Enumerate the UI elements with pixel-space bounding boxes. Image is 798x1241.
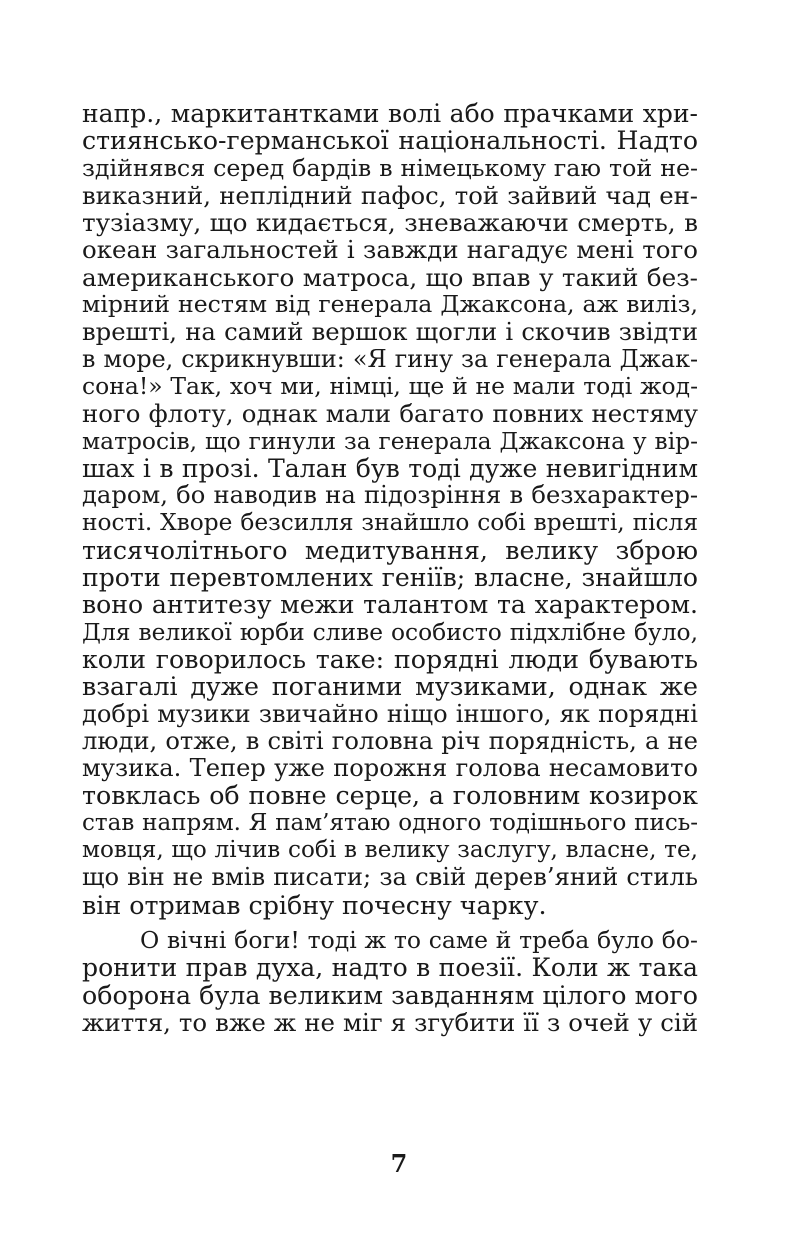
text-line: ного флоту, однак мали багато повних нестяму [82, 399, 698, 429]
text-line: взагалі дуже поганими музиками, однак же [82, 672, 698, 702]
text-line: стиянсько-германської національності. Надто [82, 126, 698, 156]
text-line: воно антитезу межи талантом та характером. [82, 590, 698, 620]
body-text [82, 100, 698, 1036]
text-line: він отримав срібну почесну чарку. [82, 890, 547, 920]
text-line: здійнявся серед бардів в німецькому гаю той не- [82, 153, 698, 182]
text-line: О вічні боги! тоді ж то саме й треба було бо- [140, 925, 698, 954]
text-line: що він не вмів писати; за свій дерев’яний стиль [82, 863, 698, 892]
text-line: врешті, на самий вершок щогли і скочив звідти [82, 317, 698, 347]
text-line: оборона була великим завданням цілого мого [82, 980, 698, 1010]
text-line: матросів, що гинули за генерала Джаксона у вір- [82, 426, 698, 455]
text-line: товклась об повне серце, а головним козирок [82, 781, 698, 811]
text-line: в море, скрикнувши: «Я гину за генерала Джак- [82, 344, 698, 373]
text-line: виказний, неплідний пафос, той зайвий чад ен- [82, 180, 698, 210]
text-line: тузіазму, що кидається, зневажаючи смерть, в [82, 208, 698, 238]
text-line: сона!» Так, хоч ми, німці, ще й не мали тоді жод- [82, 371, 698, 400]
text-line: напр., маркитантками волі або прачками хри- [82, 99, 698, 128]
text-line: проти перевтомлених геніїв; власне, знайшло [82, 563, 698, 593]
text-line: мовця, що лічив собі в велику заслугу, власне, те, [82, 837, 698, 864]
text-line: тисячолітнього медитування, велику зброю [82, 535, 698, 565]
paragraph-2 [82, 927, 698, 1036]
page-number: 7 [390, 1149, 408, 1178]
text-line: коли говорилось таке: порядні люди бувають [82, 644, 698, 674]
text-line: став напрям. Я пам’ятаю одного тодішнього пись- [82, 809, 698, 836]
text-line: мірний нестям від генерала Джаксона, аж виліз, [82, 290, 698, 319]
text-line: американського матроса, що впав у такий без- [82, 262, 698, 292]
text-line: ронити прав духа, надто в поезії. Коли ж така [82, 953, 698, 983]
text-line: океан загальностей і завжди нагадує мені того [82, 235, 698, 265]
text-line: ності. Хворе безсилля знайшло собі врешті, після [82, 509, 698, 537]
text-line: люди, отже, в світі головна річ порядність, а не [82, 726, 698, 755]
text-line: шах і в прозі. Талан був тоді дуже невигідним [82, 453, 698, 483]
text-line: добрі музики звичайно ніщо іншого, як порядні [82, 699, 698, 728]
text-line: музика. Тепер уже порожня голова несамовито [82, 754, 698, 783]
text-line: Для великої юрби сливе особисто підхлібне було, [82, 617, 698, 646]
text-line: даром, бо наводив на підозріння в безхарактер- [82, 481, 698, 510]
paragraph-1 [82, 100, 698, 919]
text-line: життя, то вже ж не міг я згубити її з очей у сій [82, 1007, 698, 1037]
